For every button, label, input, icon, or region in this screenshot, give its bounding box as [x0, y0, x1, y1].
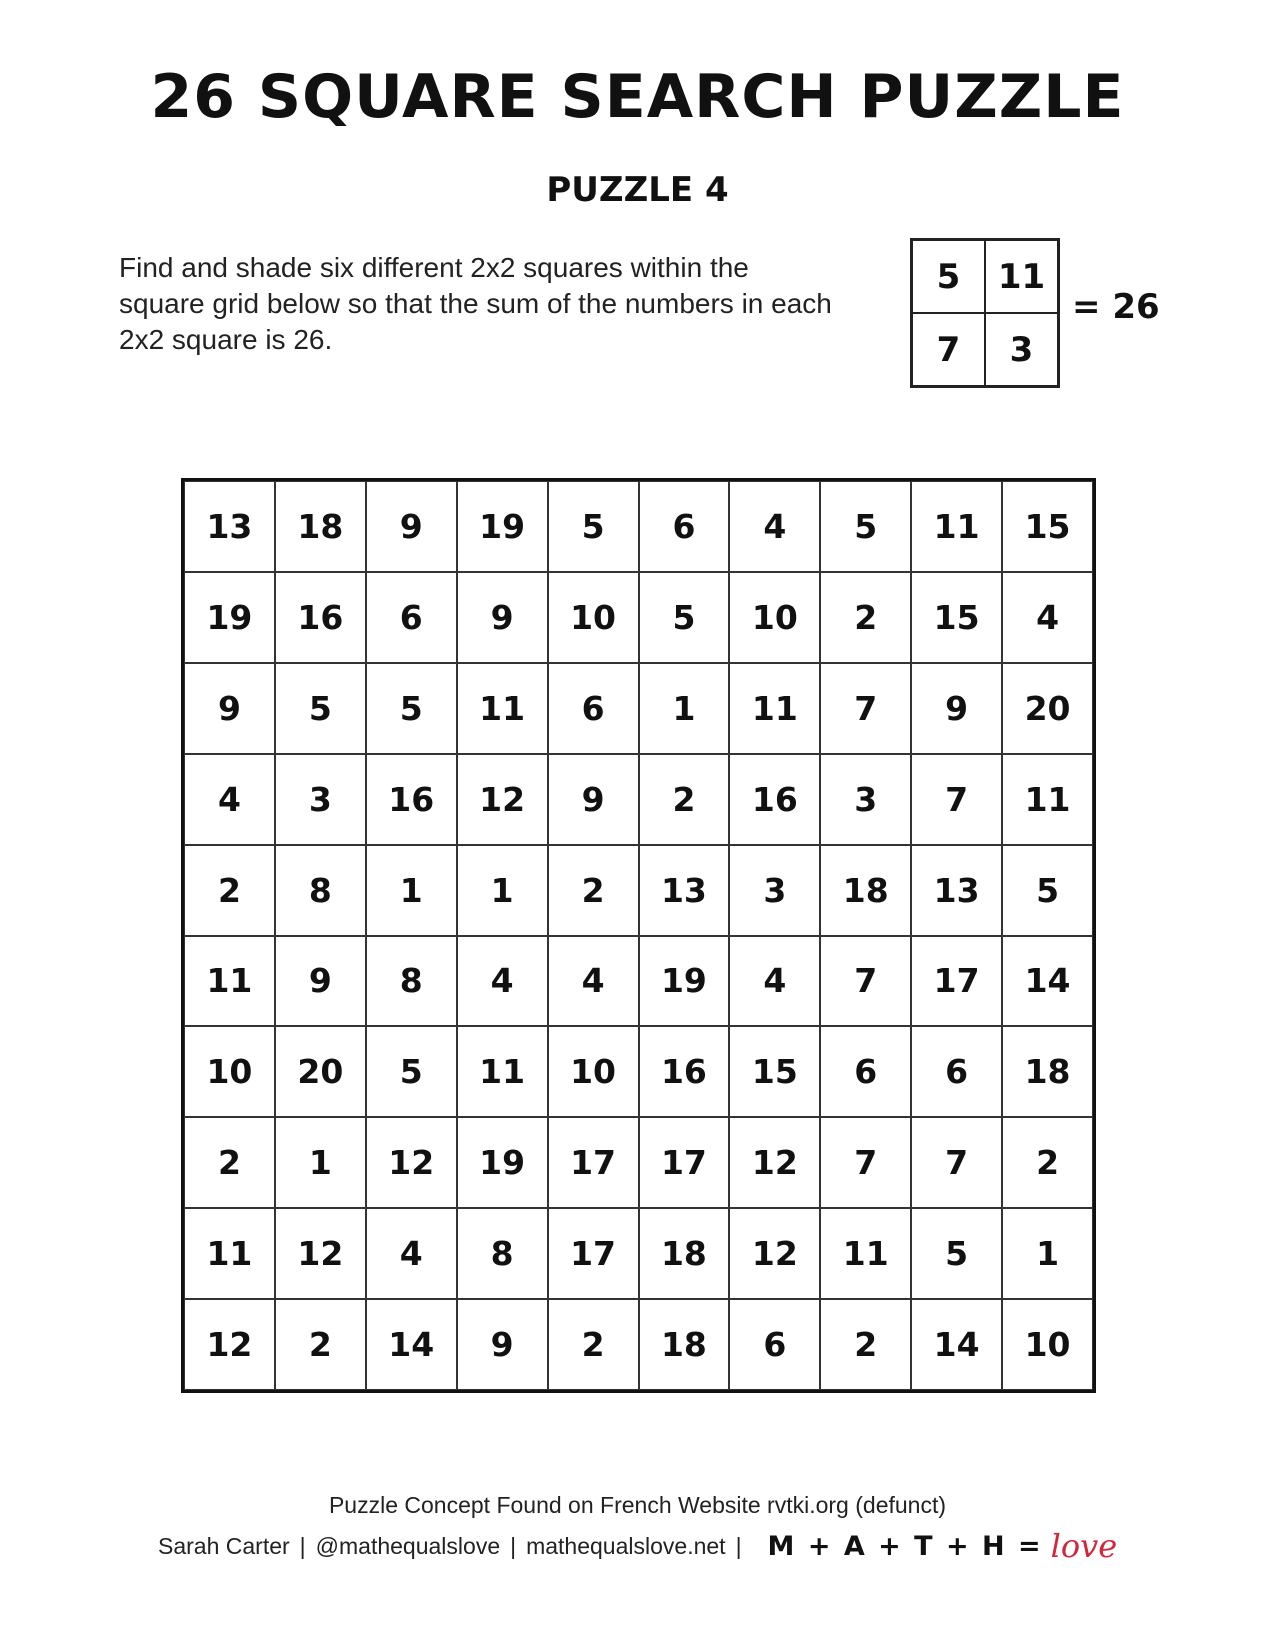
separator: |: [735, 1532, 742, 1559]
grid-cell[interactable]: 9: [184, 663, 275, 754]
separator: |: [510, 1532, 517, 1559]
footer-byline: [158, 1527, 1117, 1565]
grid-cell[interactable]: 16: [275, 572, 366, 663]
grid-cell[interactable]: 9: [548, 754, 639, 845]
grid-cell[interactable]: 6: [820, 1026, 911, 1117]
grid-cell[interactable]: 5: [639, 572, 730, 663]
separator: |: [299, 1532, 306, 1559]
grid-cell[interactable]: 2: [275, 1299, 366, 1390]
grid-cell[interactable]: 7: [911, 1117, 1002, 1208]
grid-cell[interactable]: 11: [457, 1026, 548, 1117]
grid-cell[interactable]: 5: [548, 481, 639, 572]
grid-cell[interactable]: 1: [275, 1117, 366, 1208]
grid-cell[interactable]: 5: [366, 1026, 457, 1117]
grid-cell[interactable]: 1: [639, 663, 730, 754]
footer-credit: Puzzle Concept Found on French Website rvtki.org (defunct): [328, 1492, 947, 1518]
grid-cell[interactable]: 1: [366, 845, 457, 936]
grid-cell[interactable]: 10: [729, 572, 820, 663]
grid-cell[interactable]: 19: [457, 481, 548, 572]
grid-cell[interactable]: 16: [639, 1026, 730, 1117]
grid-cell[interactable]: 18: [820, 845, 911, 936]
logo-text: M + A + T + H =: [767, 1530, 1043, 1562]
grid-cell[interactable]: 8: [457, 1208, 548, 1299]
grid-cell[interactable]: 7: [820, 663, 911, 754]
grid-cell[interactable]: 13: [639, 845, 730, 936]
grid-cell[interactable]: 20: [275, 1026, 366, 1117]
grid-cell[interactable]: 16: [729, 754, 820, 845]
grid-cell[interactable]: 19: [639, 936, 730, 1027]
grid-cell[interactable]: 10: [548, 572, 639, 663]
website-link[interactable]: mathequalslove.net: [526, 1532, 726, 1559]
example-cell: 3: [985, 313, 1058, 386]
grid-cell[interactable]: 5: [1002, 845, 1093, 936]
grid-cell[interactable]: 9: [457, 572, 548, 663]
grid-cell[interactable]: 2: [639, 754, 730, 845]
grid-cell[interactable]: 8: [275, 845, 366, 936]
grid-cell[interactable]: 17: [548, 1117, 639, 1208]
grid-cell[interactable]: 12: [275, 1208, 366, 1299]
grid-cell[interactable]: 5: [366, 663, 457, 754]
grid-cell[interactable]: 19: [184, 572, 275, 663]
grid-cell[interactable]: 4: [729, 936, 820, 1027]
grid-cell[interactable]: 14: [1002, 936, 1093, 1027]
grid-cell[interactable]: 1: [1002, 1208, 1093, 1299]
grid-cell[interactable]: 1: [457, 845, 548, 936]
grid-cell[interactable]: 10: [548, 1026, 639, 1117]
grid-cell[interactable]: 17: [911, 936, 1002, 1027]
grid-cell[interactable]: 15: [1002, 481, 1093, 572]
puzzle-number: PUZZLE 4: [546, 170, 729, 210]
grid-cell[interactable]: 2: [1002, 1117, 1093, 1208]
grid-cell[interactable]: 11: [184, 936, 275, 1027]
grid-cell[interactable]: 14: [911, 1299, 1002, 1390]
grid-cell[interactable]: 11: [911, 481, 1002, 572]
example-cell: 5: [912, 240, 985, 313]
author-name: Sarah Carter: [158, 1532, 290, 1559]
grid-cell[interactable]: 2: [548, 1299, 639, 1390]
grid-cell[interactable]: 3: [729, 845, 820, 936]
grid-cell[interactable]: 2: [548, 845, 639, 936]
grid-cell[interactable]: 4: [729, 481, 820, 572]
grid-cell[interactable]: 20: [1002, 663, 1093, 754]
example-sum: = 26: [1072, 287, 1160, 327]
example-cell: 7: [912, 313, 985, 386]
grid-cell[interactable]: 13: [184, 481, 275, 572]
grid-cell[interactable]: 5: [820, 481, 911, 572]
grid-cell[interactable]: 12: [729, 1208, 820, 1299]
grid-cell[interactable]: 15: [911, 572, 1002, 663]
page-title: 26 SQUARE SEARCH PUZZLE: [150, 62, 1125, 132]
grid-cell[interactable]: 9: [366, 481, 457, 572]
grid-cell[interactable]: 11: [457, 663, 548, 754]
grid-cell[interactable]: 12: [729, 1117, 820, 1208]
grid-cell[interactable]: 11: [1002, 754, 1093, 845]
grid-cell[interactable]: 17: [548, 1208, 639, 1299]
grid-cell[interactable]: 7: [820, 1117, 911, 1208]
grid-cell[interactable]: 6: [911, 1026, 1002, 1117]
grid-cell[interactable]: 15: [729, 1026, 820, 1117]
instructions-text: Find and shade six different 2x2 squares within the square grid below so that the sum of the numbers in each 2x2 square is 26.: [119, 252, 832, 355]
grid-cell[interactable]: 12: [457, 754, 548, 845]
grid-cell[interactable]: 13: [911, 845, 1002, 936]
grid-cell[interactable]: 4: [366, 1208, 457, 1299]
grid-cell[interactable]: 12: [184, 1299, 275, 1390]
grid-cell[interactable]: 18: [639, 1208, 730, 1299]
grid-cell[interactable]: 11: [820, 1208, 911, 1299]
grid-cell[interactable]: 4: [184, 754, 275, 845]
grid-cell[interactable]: 2: [184, 1117, 275, 1208]
grid-cell[interactable]: 2: [184, 845, 275, 936]
grid-cell[interactable]: 12: [366, 1117, 457, 1208]
grid-cell[interactable]: 3: [820, 754, 911, 845]
grid-cell[interactable]: 2: [820, 572, 911, 663]
grid-cell[interactable]: 7: [911, 754, 1002, 845]
grid-cell[interactable]: 5: [911, 1208, 1002, 1299]
social-handle: @mathequalslove: [315, 1532, 501, 1559]
grid-cell[interactable]: 9: [275, 936, 366, 1027]
grid-cell[interactable]: 10: [184, 1026, 275, 1117]
grid-cell[interactable]: 17: [639, 1117, 730, 1208]
logo-love: love: [1050, 1527, 1118, 1565]
grid-cell[interactable]: 11: [729, 663, 820, 754]
example-square: [910, 238, 1060, 388]
grid-cell[interactable]: 5: [275, 663, 366, 754]
grid-cell[interactable]: 6: [366, 572, 457, 663]
grid-cell[interactable]: 18: [1002, 1026, 1093, 1117]
grid-cell[interactable]: 6: [729, 1299, 820, 1390]
grid-cell[interactable]: 11: [184, 1208, 275, 1299]
grid-cell[interactable]: 16: [366, 754, 457, 845]
grid-cell[interactable]: 9: [457, 1299, 548, 1390]
grid-cell[interactable]: 8: [366, 936, 457, 1027]
grid-cell[interactable]: 4: [1002, 572, 1093, 663]
example-cell: 11: [985, 240, 1058, 313]
grid-cell[interactable]: 4: [457, 936, 548, 1027]
grid-cell[interactable]: 9: [911, 663, 1002, 754]
grid-cell[interactable]: 19: [457, 1117, 548, 1208]
grid-cell[interactable]: 3: [275, 754, 366, 845]
grid-cell[interactable]: 7: [820, 936, 911, 1027]
grid-cell[interactable]: 4: [548, 936, 639, 1027]
grid-cell[interactable]: 18: [639, 1299, 730, 1390]
number-grid: [181, 478, 1096, 1393]
grid-cell[interactable]: 6: [548, 663, 639, 754]
grid-cell[interactable]: 2: [820, 1299, 911, 1390]
math-love-logo: [768, 1527, 1118, 1565]
grid-cell[interactable]: 14: [366, 1299, 457, 1390]
grid-cell[interactable]: 6: [639, 481, 730, 572]
grid-cell[interactable]: 18: [275, 481, 366, 572]
grid-cell[interactable]: 10: [1002, 1299, 1093, 1390]
